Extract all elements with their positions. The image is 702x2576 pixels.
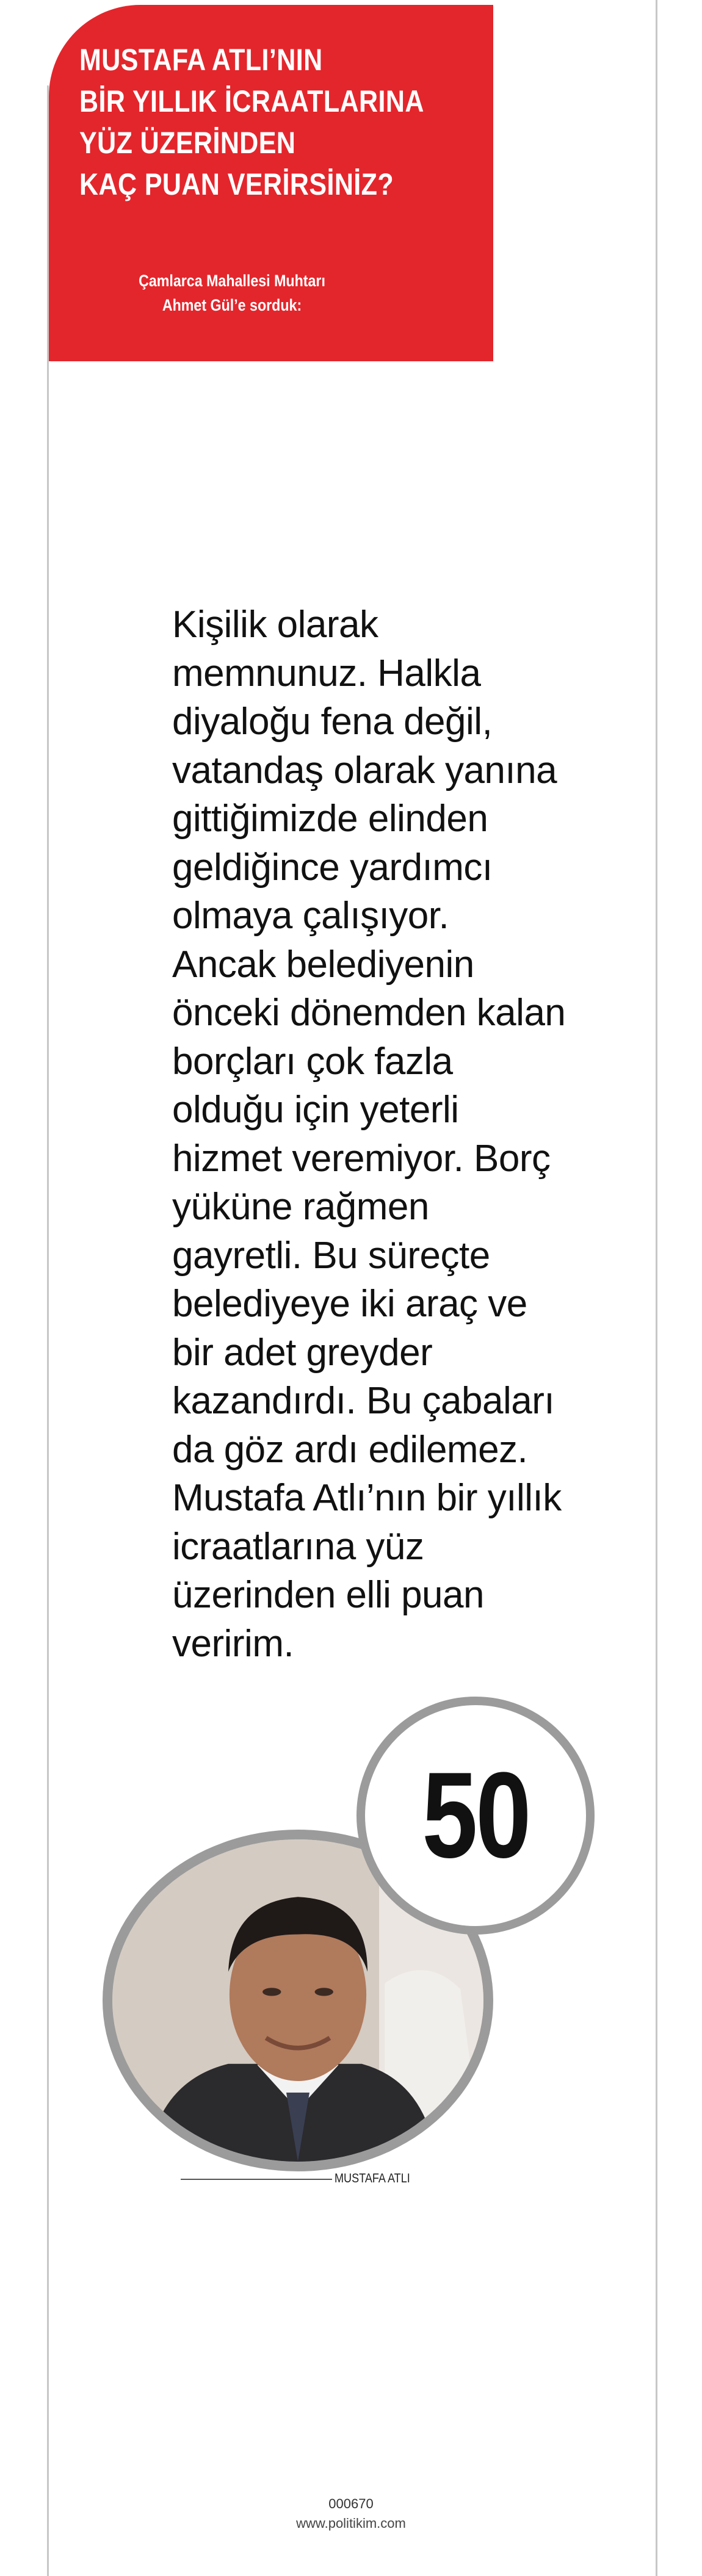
score-badge	[356, 1697, 595, 1935]
answer-line: gayretli. Bu süreçte	[172, 1234, 490, 1277]
answer-line: Kişilik olarak	[172, 604, 378, 646]
left-border-rule	[47, 85, 49, 2576]
headline-line: MUSTAFA ATLI’NIN	[79, 43, 323, 77]
answer-text	[172, 601, 566, 1668]
answer-line: üzerinden elli puan	[172, 1574, 484, 1616]
footer-url[interactable]: www.politikim.com	[296, 2516, 406, 2531]
headline-line: BİR YILLIK İCRAATLARINA	[79, 84, 424, 118]
subheadline	[121, 269, 342, 317]
answer-line: diyaloğu fena değil,	[172, 701, 493, 743]
headline-line: KAÇ PUAN VERİRSİNİZ?	[79, 167, 394, 201]
headline	[79, 39, 424, 205]
answer-line: olmaya çalışıyor.	[172, 895, 449, 937]
footer-code: 000670	[328, 2496, 374, 2511]
answer-line: önceki dönemden kalan	[172, 992, 566, 1034]
answer-line: Mustafa Atlı’nın bir yıllık	[172, 1477, 562, 1519]
caption-divider	[181, 2179, 332, 2180]
answer-line: da göz ardı edilemez.	[172, 1428, 528, 1471]
answer-line: Ancak belediyenin	[172, 943, 474, 986]
answer-line: belediyeye iki araç ve	[172, 1283, 527, 1325]
answer-line: bir adet greyder	[172, 1331, 433, 1374]
answer-line: gittiğimizde elinden	[172, 798, 488, 840]
answer-line: borçları çok fazla	[172, 1040, 453, 1083]
answer-line: yüküne rağmen	[172, 1186, 429, 1228]
answer-line: hizmet veremiyor. Borç	[172, 1137, 551, 1180]
subheadline-line: Ahmet Gül’e sorduk:	[162, 296, 302, 314]
answer-line: veririm.	[172, 1622, 294, 1665]
headline-line: YÜZ ÜZERİNDEN	[79, 126, 296, 160]
answer-line: vatandaş olarak yanına	[172, 749, 557, 792]
score-value: 50	[422, 1747, 529, 1883]
answer-line: icraatlarına yüz	[172, 1525, 424, 1568]
answer-line: olduğu için yeterli	[172, 1089, 459, 1131]
answer-line: kazandırdı. Bu çabaları	[172, 1380, 555, 1422]
answer-line: geldiğince yardımcı	[172, 846, 493, 889]
right-border-rule	[656, 0, 657, 2576]
answer-line: memnunuz. Halkla	[172, 652, 481, 695]
subheadline-line: Çamlarca Mahallesi Muhtarı	[139, 272, 325, 290]
photo-caption: MUSTAFA ATLI	[335, 2171, 410, 2185]
